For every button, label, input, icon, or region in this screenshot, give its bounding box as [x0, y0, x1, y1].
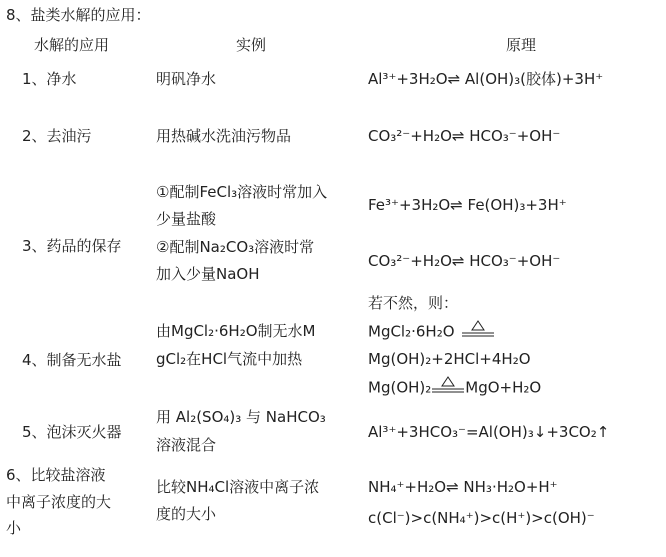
row6-application-line2: 中离子浓度的大 [6, 493, 112, 511]
row5-principle: Al³⁺+3HCO₃⁻=Al(OH)₃↓+3CO₂↑ [368, 423, 610, 441]
row6-principle-line1: NH₄⁺+H₂O⇌ NH₃·H₂O+H⁺ [368, 478, 558, 496]
row6-principle-line2: c(Cl⁻)>c(NH₄⁺)>c(H⁺)>c(OH)⁻ [368, 509, 595, 527]
header-example: 实例 [236, 36, 267, 54]
row2-example: 用热碱水洗油污物品 [156, 127, 292, 145]
row4-example-line1: 由MgCl₂·6H₂O制无水M [156, 322, 316, 340]
row1-example: 明矾净水 [156, 70, 217, 88]
row6-application-line3: 小 [6, 519, 22, 537]
row3-principle-line1: Fe³⁺+3H₂O⇌ Fe(OH)₃+3H⁺ [368, 196, 567, 214]
row4-principle-line4 [368, 376, 541, 400]
row6-application-line1: 6、比较盐溶液 [6, 466, 106, 484]
heat-arrow-icon [431, 376, 465, 400]
row3-example-line1: ①配制FeCl₃溶液时常加入 [156, 183, 328, 201]
row1-application: 1、净水 [22, 70, 77, 88]
row3-example-line2: 少量盐酸 [156, 210, 217, 228]
row4-principle-line2 [368, 320, 495, 344]
heat-arrow-icon [461, 320, 495, 344]
header-principle: 原理 [506, 36, 537, 54]
row5-example-line2: 溶液混合 [156, 436, 217, 454]
row6-example-line1: 比较NH₄Cl溶液中离子浓 [156, 478, 320, 496]
row4-principle-line4-text: Mg(OH)₂ [368, 378, 432, 397]
heat-triangle-icon [461, 320, 495, 338]
heat-triangle-icon [431, 376, 465, 394]
row4-principle-line4-end: MgO+H₂O [465, 378, 542, 397]
row2-application: 2、去油污 [22, 127, 92, 145]
row4-principle-line3: Mg(OH)₂+2HCl+4H₂O [368, 350, 531, 368]
row5-application: 5、泡沫灭火器 [22, 423, 122, 441]
row4-application: 4、制备无水盐 [22, 351, 122, 369]
row2-principle: CO₃²⁻+H₂O⇌ HCO₃⁻+OH⁻ [368, 127, 561, 145]
row4-example-line2: gCl₂在HCl气流中加热 [156, 350, 303, 368]
row5-example-line1: 用 Al₂(SO₄)₃ 与 NaHCO₃ [156, 408, 326, 426]
row3-application: 3、药品的保存 [22, 237, 122, 255]
section-title: 8、盐类水解的应用： [6, 6, 151, 24]
row4-principle-line2-text: MgCl₂·6H₂O [368, 322, 455, 341]
row3-principle-line2: CO₃²⁻+H₂O⇌ HCO₃⁻+OH⁻ [368, 252, 561, 270]
row1-principle: Al³⁺+3H₂O⇌ Al(OH)₃(胶体)+3H⁺ [368, 70, 604, 88]
row6-example-line2: 度的大小 [156, 505, 217, 523]
header-application: 水解的应用 [34, 36, 110, 54]
row4-principle-line1: 若不然，则： [368, 294, 459, 312]
row3-example-line4: 加入少量NaOH [156, 265, 260, 283]
row3-example-line3: ②配制Na₂CO₃溶液时常 [156, 238, 315, 256]
